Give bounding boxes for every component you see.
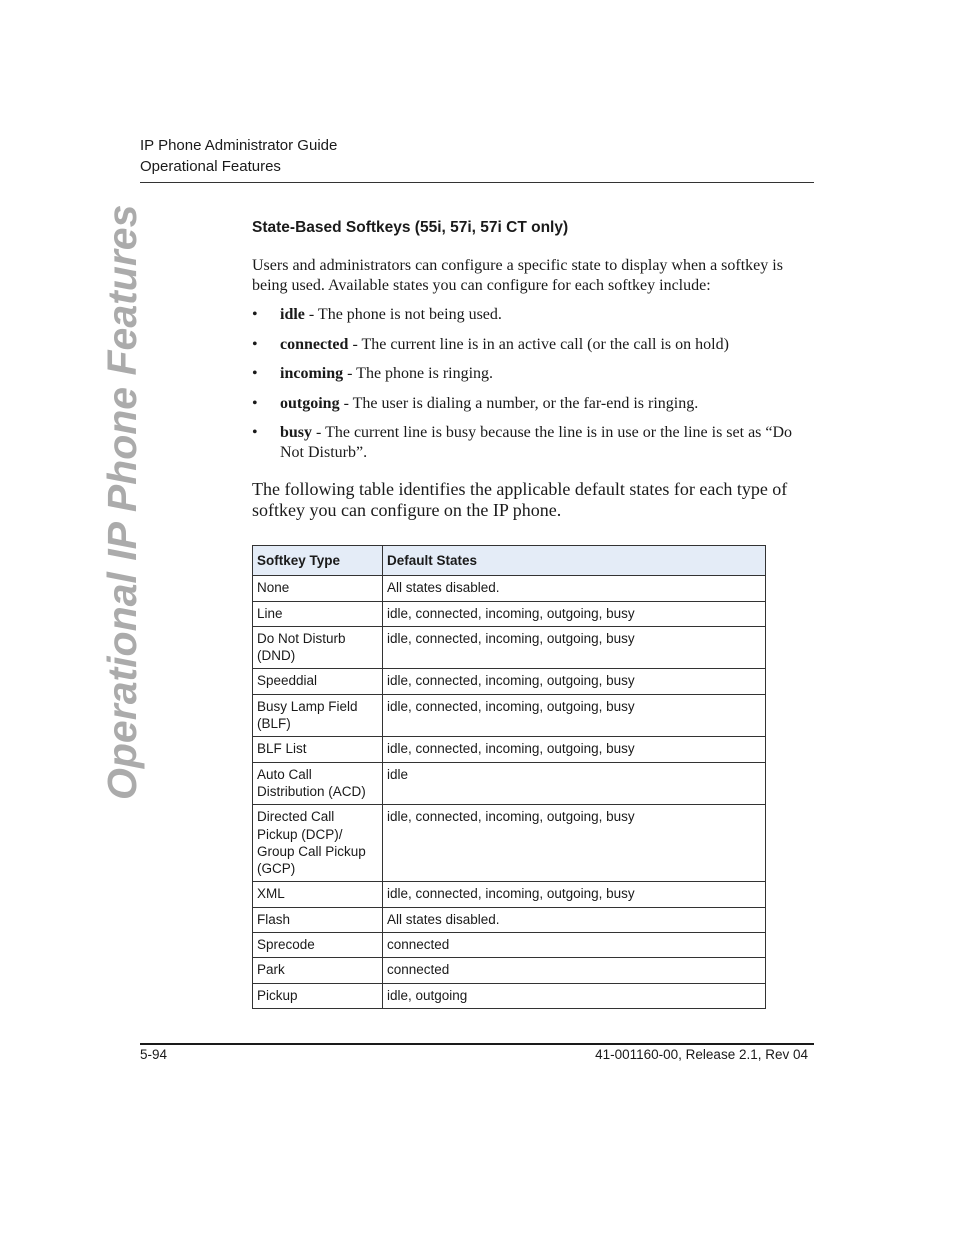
default-states-cell: idle bbox=[383, 762, 766, 805]
state-description: - The phone is ringing. bbox=[343, 365, 494, 382]
bullet-mark: • bbox=[252, 306, 258, 323]
state-term: outgoing bbox=[280, 394, 340, 412]
softkey-type-cell: None bbox=[253, 576, 383, 601]
state-description: - The current line is in an active call (or the call is on hold) bbox=[348, 335, 729, 353]
table-row bbox=[253, 601, 766, 626]
table-row bbox=[253, 669, 766, 694]
default-states-cell: idle, connected, incoming, outgoing, busy bbox=[383, 805, 766, 882]
state-term: connected bbox=[280, 335, 349, 353]
table-row bbox=[253, 882, 766, 907]
footer-divider bbox=[140, 1043, 814, 1045]
softkey-type-cell: BLF List bbox=[253, 737, 383, 762]
running-header bbox=[140, 135, 814, 177]
table-row bbox=[253, 805, 766, 882]
state-list bbox=[252, 305, 812, 473]
state-description: - The phone is not being used. bbox=[304, 306, 502, 323]
bullet-mark: • bbox=[252, 394, 258, 412]
bullet-mark: • bbox=[252, 335, 258, 353]
list-item bbox=[252, 364, 812, 384]
softkey-type-cell: XML bbox=[253, 882, 383, 907]
list-item bbox=[252, 394, 812, 414]
table-row bbox=[253, 694, 766, 737]
table-row bbox=[253, 907, 766, 932]
softkey-type-cell: Speeddial bbox=[253, 669, 383, 694]
state-term: idle bbox=[280, 306, 305, 323]
default-states-cell: idle, connected, incoming, outgoing, busy bbox=[383, 694, 766, 737]
intro-paragraph: Users and administrators can configure a specific state to display when a softkey is being used. Available states you can configure for each softkey include: bbox=[252, 257, 783, 294]
default-states-cell: idle, connected, incoming, outgoing, busy bbox=[383, 626, 766, 669]
table-header-row bbox=[253, 546, 766, 576]
document-id: 41-001160-00, Release 2.1, Rev 04 bbox=[595, 1047, 808, 1062]
default-states-cell: All states disabled. bbox=[383, 576, 766, 601]
default-states-cell: idle, connected, incoming, outgoing, busy bbox=[383, 601, 766, 626]
default-states-cell: idle, outgoing bbox=[383, 983, 766, 1008]
softkey-type-cell: Pickup bbox=[253, 983, 383, 1008]
state-description: - The current line is busy because the line is in use or the line is set as “Do Not Disturb”. bbox=[280, 424, 793, 461]
table-row bbox=[253, 576, 766, 601]
table-row bbox=[253, 626, 766, 669]
table-row bbox=[253, 958, 766, 983]
default-states-cell: connected bbox=[383, 958, 766, 983]
default-states-cell: connected bbox=[383, 933, 766, 958]
column-header-softkey-type: Softkey Type bbox=[253, 546, 383, 576]
bullet-mark: • bbox=[252, 365, 258, 382]
softkey-type-cell: Directed Call Pickup (DCP)/ Group Call Pickup (GCP) bbox=[253, 805, 383, 882]
list-item bbox=[252, 305, 812, 325]
softkey-states-table bbox=[252, 545, 766, 1009]
column-header-default-states: Default States bbox=[383, 546, 766, 576]
section-heading: State-Based Softkeys (55i, 57i, 57i CT only) bbox=[252, 219, 569, 236]
default-states-cell: idle, connected, incoming, outgoing, busy bbox=[383, 882, 766, 907]
table-row bbox=[253, 737, 766, 762]
side-section-title: Operational IP Phone Features bbox=[99, 204, 145, 800]
state-term: busy bbox=[280, 424, 313, 441]
default-states-cell: idle, connected, incoming, outgoing, busy bbox=[383, 737, 766, 762]
softkey-type-cell: Busy Lamp Field (BLF) bbox=[253, 694, 383, 737]
page-number: 5-94 bbox=[140, 1047, 168, 1062]
table-intro-paragraph: The following table identifies the applicable default states for each type of softkey you can configure on the IP phone. bbox=[252, 479, 788, 520]
state-description: - The user is dialing a number, or the far-end is ringing. bbox=[339, 394, 699, 412]
bullet-mark: • bbox=[252, 424, 258, 441]
table-row bbox=[253, 933, 766, 958]
softkey-type-cell: Sprecode bbox=[253, 933, 383, 958]
softkey-type-cell: Park bbox=[253, 958, 383, 983]
state-term: incoming bbox=[280, 365, 344, 382]
table-row bbox=[253, 762, 766, 805]
list-item bbox=[252, 423, 812, 463]
chapter-title: Operational Features bbox=[140, 158, 281, 175]
header-divider bbox=[140, 182, 814, 183]
default-states-cell: All states disabled. bbox=[383, 907, 766, 932]
softkey-type-cell: Line bbox=[253, 601, 383, 626]
table-row bbox=[253, 983, 766, 1008]
softkey-type-cell: Flash bbox=[253, 907, 383, 932]
softkey-type-cell: Do Not Disturb (DND) bbox=[253, 626, 383, 669]
default-states-cell: idle, connected, incoming, outgoing, busy bbox=[383, 669, 766, 694]
softkey-type-cell: Auto Call Distribution (ACD) bbox=[253, 762, 383, 805]
list-item bbox=[252, 335, 812, 355]
guide-title: IP Phone Administrator Guide bbox=[140, 137, 338, 154]
